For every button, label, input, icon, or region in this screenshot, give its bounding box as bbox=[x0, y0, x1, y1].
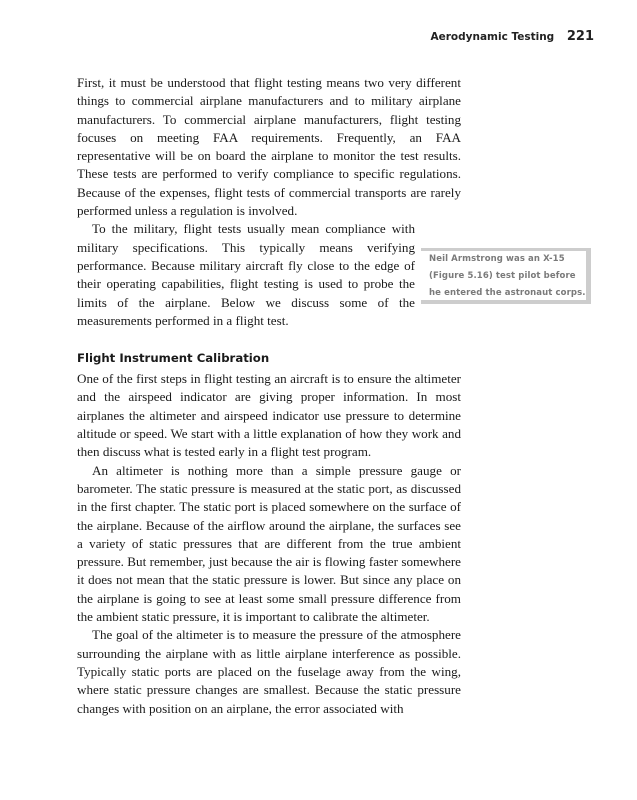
intro-paragraph-2: To the military, flight tests usually mean compliance with military specifications. This typically means verifying performance. Because military aircraft fly close to the edge of their operating capabilities, flight testing is used to probe the limits of the airplane. Below we discuss some of the measurements performed in a flight test. bbox=[77, 221, 415, 328]
intro-paragraph-1: First, it must be understood that flight testing means two very different things to commercial airplane manufacturers and to military airplane manufacturers. To commercial airplane manufacturers, flight testing focuses on meeting FAA requirements. Frequently, an FAA representative will be on board the airplane to monitor the test results. These tests are performed to verify compliance to specific regulations. Because of the expenses, flight tests of commercial transports are rarely performed unless a regulation is involved. bbox=[77, 75, 461, 219]
section-paragraph-1: One of the first steps in flight testing an aircraft is to ensure the altimeter and the airspeed indicator are giving proper information. In most airplanes the altimeter and airspeed indicator use pressure to determine altitude or speed. We start with a little explanation of how they work and then discuss what is tested early in a flight test program. bbox=[77, 371, 461, 460]
running-head bbox=[430, 29, 594, 44]
section-paragraph-3: The goal of the altimeter is to measure the pressure of the atmosphere surrounding the airplane with as little airplane interference as possible. Typically static ports are placed on the fuselage away from the wing, where static pressure changes are smallest. Because the static pressure changes with position on an airplane, the error associated with bbox=[77, 627, 461, 716]
section-paragraph-2: An altimeter is nothing more than a simple pressure gauge or barometer. The static pressure is measured at the static port, as discussed in the first chapter. The static port is placed somewhere on the surface of the airplane. Because of the airflow around the airplane, the surfaces see a variety of static pressures that are different from the true ambient pressure. But remember, just because the air is flowing faster somewhere it does not mean that the static pressure is lower. But since any place on the airplane is going to see at least some small pressure difference from the ambient static pressure, it is important to calibrate the altimeter. bbox=[77, 462, 461, 625]
running-title: Aerodynamic Testing bbox=[430, 31, 555, 43]
page-number: 221 bbox=[566, 29, 594, 44]
main-text-column bbox=[77, 74, 461, 718]
margin-note-box bbox=[421, 248, 591, 304]
margin-note-text: Neil Armstrong was an X-15 (Figure 5.16) test pilot before he entered the astronaut corps. bbox=[429, 254, 586, 298]
section-heading: Flight Instrument Calibration bbox=[77, 351, 270, 366]
